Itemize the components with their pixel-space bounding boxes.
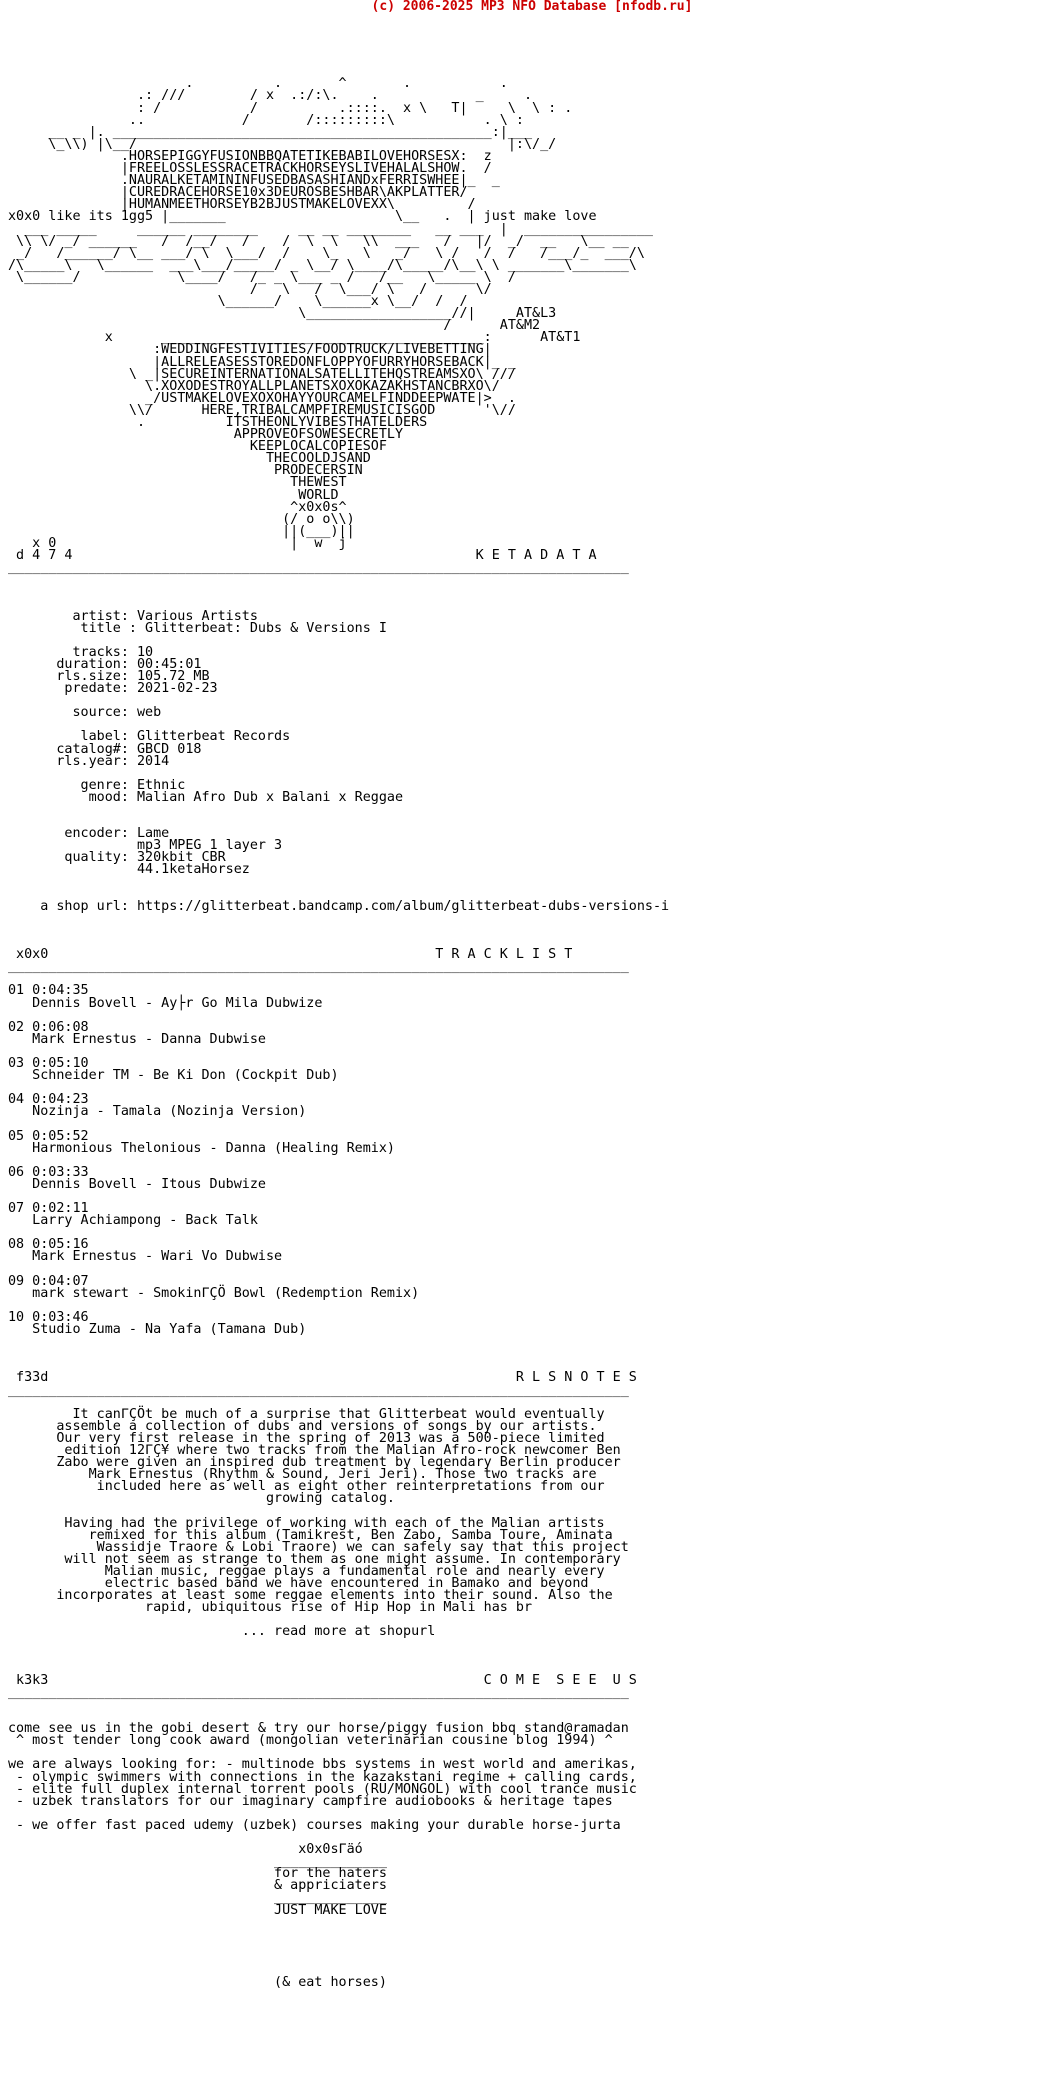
- nfo-text-body: . . ^ . . .: /// / x .:/:\. . _ . : / / .::::. x \ T| \ \ : . .. / /:::::::::\ . \ : __ _ |. _______________________________________________:|___ \_\\) |\__/ |:\/_/ .HORSEPIGGYFUSIONBBQATETIKEBABILOVEHORSESX: z |FREELOSSLESSRACETRACKHORSEYSLIVEHALALSHOW. / .NAURALKETAMININFUSEDBASASHIANDxFERRISWHEE|_ _ |CUREDRACEHORSE10x3DEUROSBESHBAR\AKPLATTER/ |HUMANMEETHORSEYB2BJUSTMAKELOVEXX\ / x0x0 like its 1gg5 |_______ \__ . | just make love ___ _____ ______ ________ __ __ ________ __ ___ | ________________ \\ \/ _/ ______ / /__/ / / \ \ \\ ___ / |/ _/ __ \__ __ _/ /______/ \__ ___/ \ \___/ / \_ \ _/ \ / / / /___/_ ___/\ /\_____\ \______ ___\___/_____/ _ \__/ \____/\_____/\__\ \ _______\_______\ \______/ \____/ /_ _ \___ _ / /__ \_____ \ / / \ / \___/ \ / \/ \______/ \______x \__/ / / \__________________//| AT&L3 / AT&M2 x ________________________________________: AT&T1 :WEDDINGFESTIVITIES/FOODTRUCK/LIVEBETTING| |ALLRELEASESSTOREDONFLOPPYOFURRYHORSEBACK|_ _ \ _|SECUREINTERNATIONALSATELLITEHQSTREAMSXO\ /// \.XOXODESTROYALLPLANETSXOXOKAZAKHSTANCBRXO\/ _/USTMAKELOVEXOXOHAYYOURCAMELFINDDEEPWATE|> . \\/ HERE,TRIBALCAMPFIREMUSICISGOD '\// . ITSTHEONLYVIBESTHATELDERS APPROVEOFSOWESECRETLY KEEPLOCALCOPIESOF THECOOLDJSAND PRODECERSIN THEWEST WORLD ^x0x0s^ (/ o o\\) ||(___)|| x 0 | w j d 4 7 4 K E T A D A T A _____________________________________________________________________________ artist: Various Artists title : Glitterbeat: Dubs & Versions I tracks: 10 duration: 00:45:01 rls.size: 105.72 MB predate: 2021-02-23 source: web label: Glitterbeat Records catalog#: GBCD 018 rls.year: 2014 genre: Ethnic mood: Malian Afro Dub x Balani x Reggae encoder: Lame mp3 MPEG 1 layer 3 quality: 320kbit CBR 44.1ketaHorsez a shop url: https://glitterbeat.bandcamp.com/album/glitterbeat-dubs-versions-i x0x0 T R A C K L I S T _____________________________________________________________________________ 01 0:04:35 Dennis Bovell - Ay├r Go Mila Dubwize 02 0:06:08 Mark Ernestus - Danna Dubwise 03 0:05:10 Schneider TM - Be Ki Don (Cockpit Dub) 04 0:04:23 Nozinja - Tamala (Nozinja Version) 05 0:05:52 Harmonious Thelonious - Danna (Healing Remix) 06 0:03:33 Dennis Bovell - Itous Dubwize 07 0:02:11 Larry Achiampong - Back Talk 08 0:05:16 Mark Ernestus - Wari Vo Dubwise 09 0:04:07 mark stewart - SmokinΓÇÖ Bowl (Redemption Remix) 10 0:03:46 Studio Zuma - Na Yafa (Tamana Dub) f33d R L S N O T E S _____________________________________________________________________________ It canΓÇÖt be much of a surprise that Glitterbeat would eventually assemble a collection of dubs and versions of songs by our artists. Our very first release in the spring of 2013 was a 500-piece limited edition 12ΓÇ¥ where two tracks from the Malian Afro-rock newcomer Ben Zabo were given an inspired dub treatment by legendary Berlin producer Mark Ernestus (Rhythm & Sound, Jeri Jeri). Those two tracks are included here as well as eight other reinterpretations from our growing catalog. Having had the privilege of working with each of the Malian artists remixed for this album (Tamikrest, Ben Zabo, Samba Toure, Aminata Wassidje Traore & Lobi Traore) we can safely say that this project will not seem as strange to them as one might assume. In contemporary Malian music, reggae plays a fundamental role and nearly every electric based band we have encountered in Bamako and beyond incorporates at least some reggae elements into their sound. Also the rapid, ubiquitous rise of Hip Hop in Mali has br ... read more at shopurl k3k3 C O M E S E E U S _____________________________________________________________________________ come see us in the gobi desert & try our horse/piggy fusion bbq stand@ramadan ^ most tender long cook award (mongolian veterinarian cousine blog 1994) ^ we are always looking for: - multinode bbs systems in west world and amerikas, - olympic swimmers with connections in the kazakstani regime + calling cards, - elite full duplex internal torrent pools (RU/MONGOL) with cool trance music - uzbek translators for our imaginary campfire audiobooks & heritage tapes - we offer fast paced udemy (uzbek) courses making your durable horse-jurta x0x0sΓäó ______________ for the haters & appriciaters ______________ JUST MAKE LOVE (& eat horses): [8, 76, 670, 1991]
- site-copyright-banner: (c) 2006-2025 MP3 NFO Database [nfodb.ru]: [371, 0, 693, 14]
